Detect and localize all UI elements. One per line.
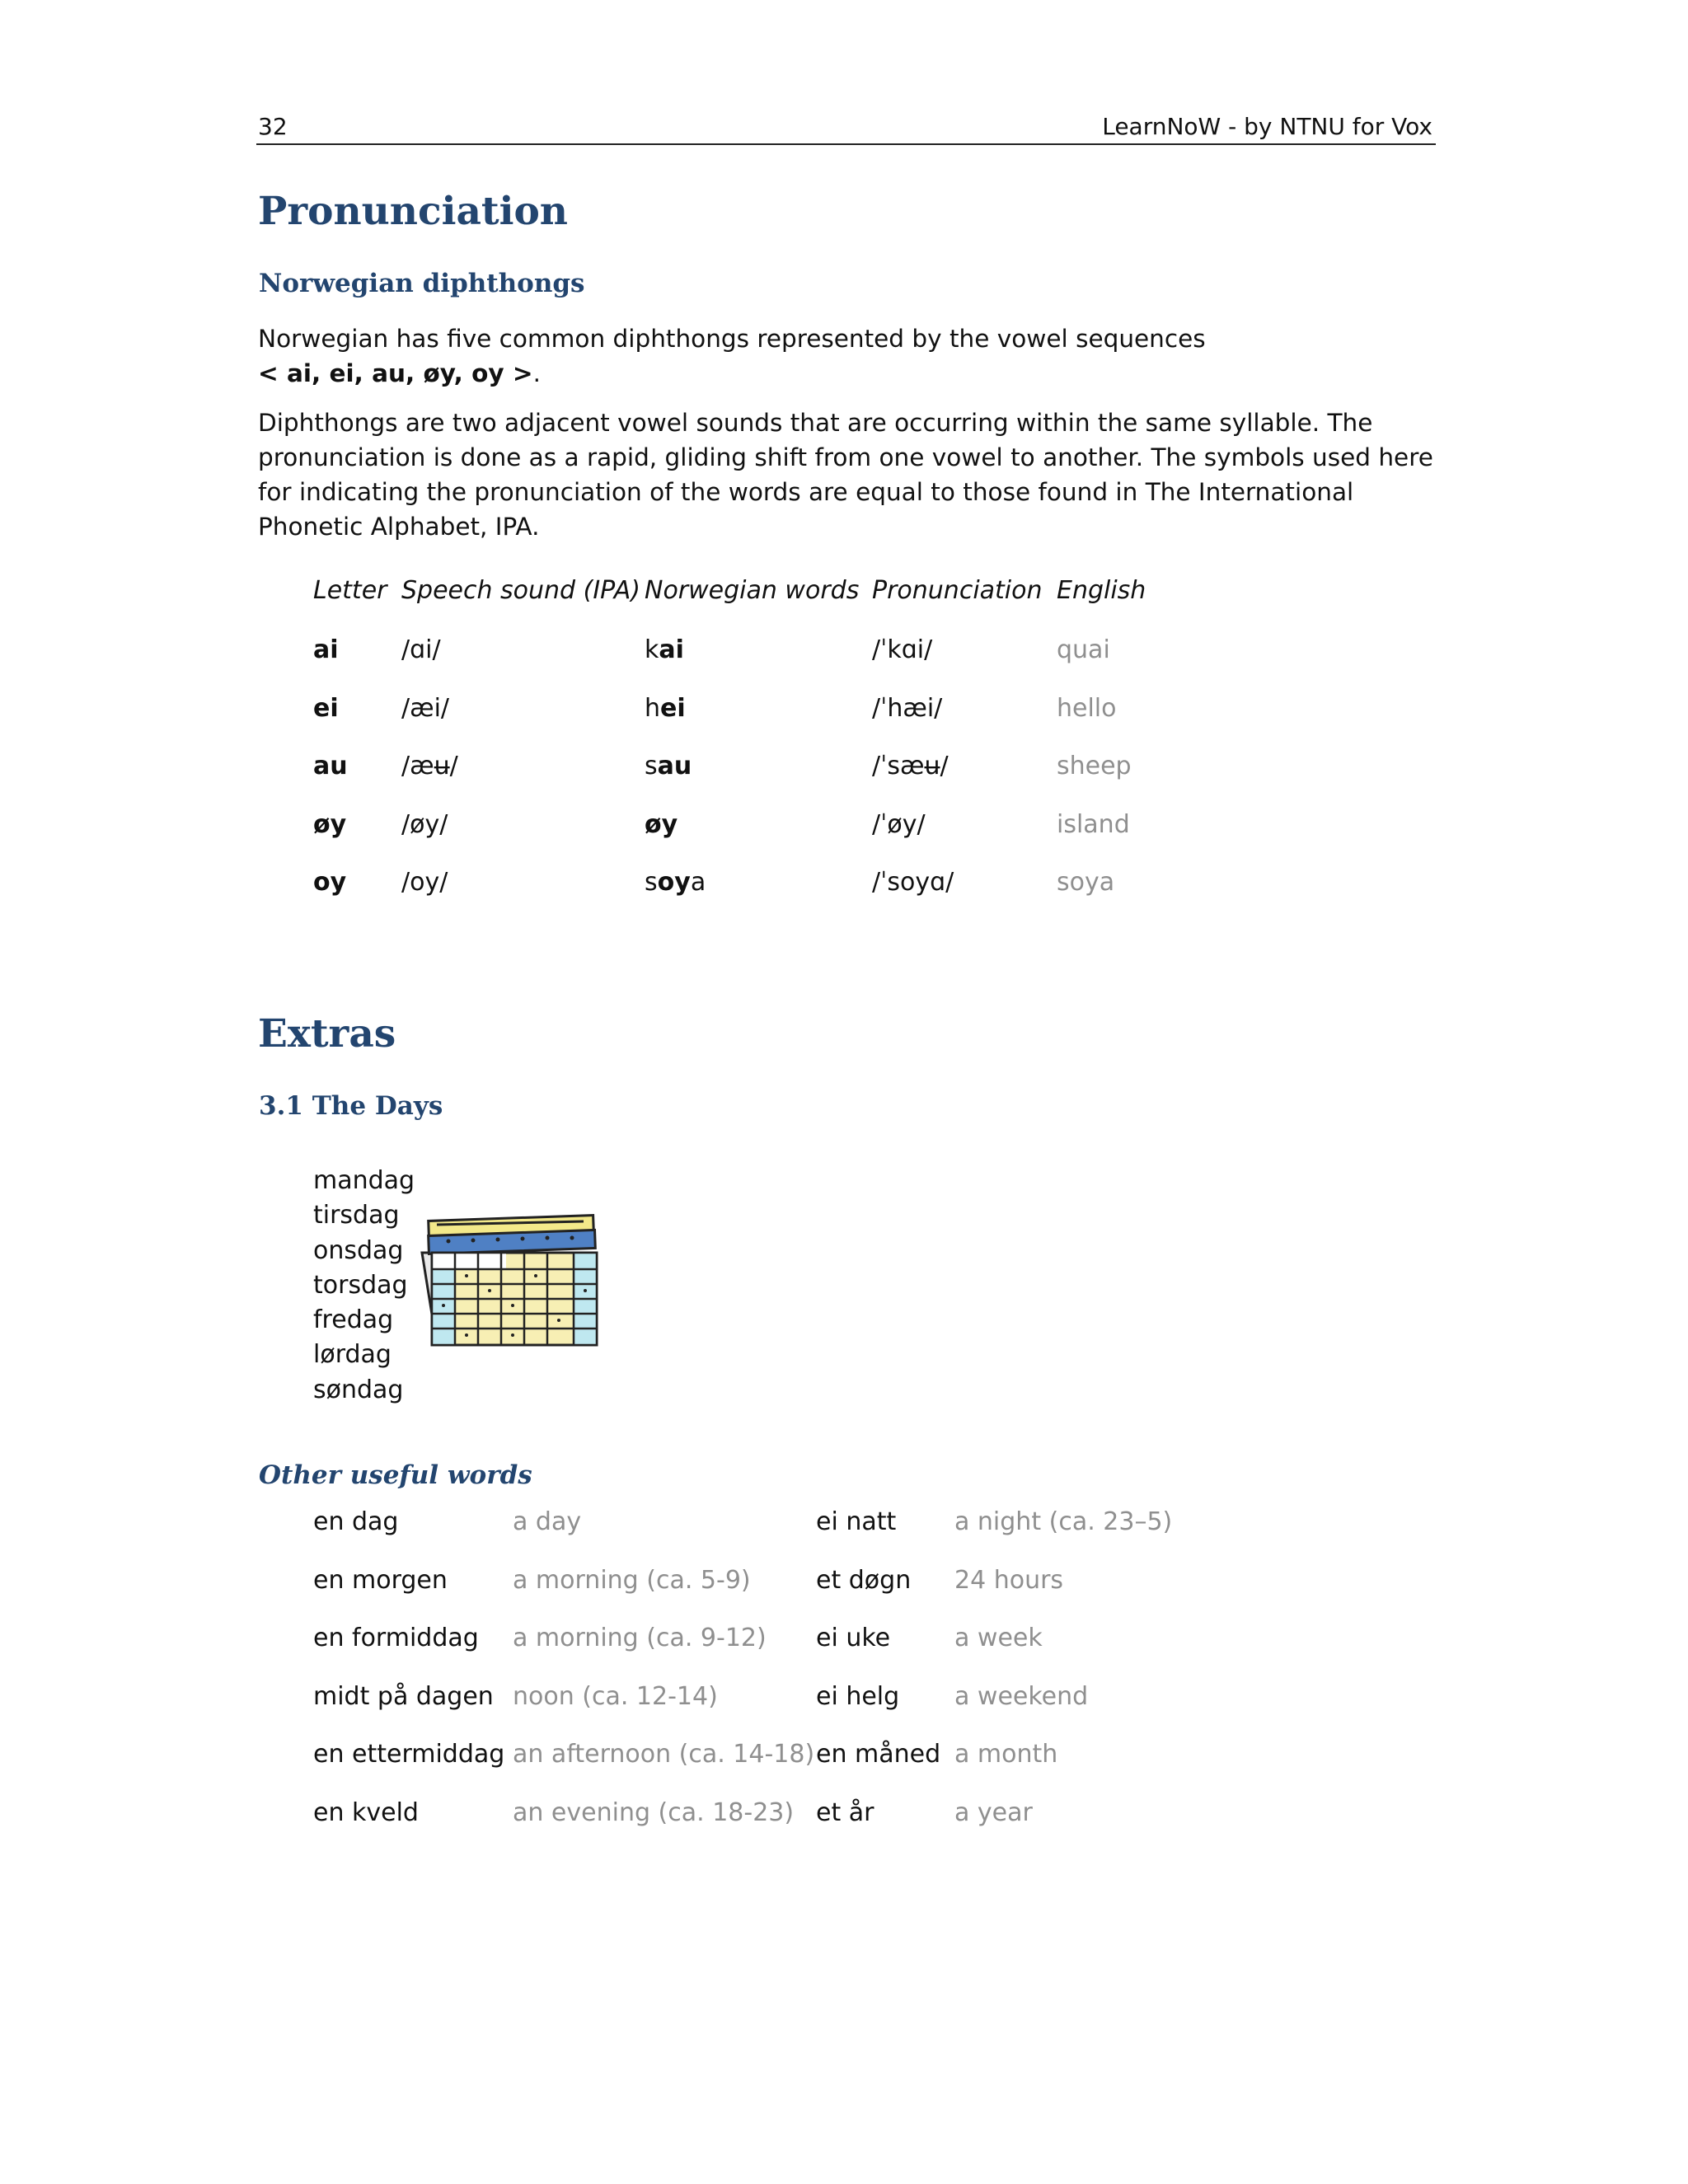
english-gloss: an afternoon (ca. 14-18): [513, 1740, 815, 1769]
letter-cell: ei: [313, 693, 339, 723]
norwegian-word-cell: [645, 691, 686, 726]
word-bold: ai: [659, 635, 684, 664]
letter-cell: ai: [313, 635, 339, 664]
useful-words-subheading: Other useful words: [259, 1460, 532, 1490]
norwegian-term: ei uke: [816, 1624, 891, 1652]
word-bold: oy: [657, 868, 691, 897]
pronunciation-cell: /ˈøy/: [872, 809, 926, 839]
english-gloss: a week: [954, 1624, 1043, 1652]
norwegian-word-cell: [645, 808, 678, 842]
norwegian-word-cell: [645, 749, 692, 784]
intro-line-2-end: .: [532, 359, 542, 387]
english-gloss: a night (ca. 23–5): [954, 1507, 1173, 1536]
norwegian-term: ei helg: [816, 1681, 900, 1711]
letter-cell: au: [313, 752, 348, 780]
intro-paragraph: [258, 321, 1445, 391]
days-subheading: 3.1 The Days: [259, 1091, 443, 1121]
word-pre: k: [645, 635, 659, 664]
norwegian-term: midt på dagen: [313, 1681, 494, 1711]
word-pre: s: [645, 868, 658, 897]
letter-cell: øy: [313, 809, 347, 839]
day-item: søndag: [313, 1375, 404, 1404]
norwegian-term: en ettermiddag: [313, 1740, 505, 1769]
ipa-cell: /oy/: [401, 868, 448, 897]
col-header-pronunciation: Pronunciation: [872, 576, 1043, 605]
day-item: tirsdag: [313, 1201, 400, 1230]
norwegian-word-cell: [645, 633, 684, 668]
pronunciation-cell: /ˈsoyɑ/: [872, 868, 954, 897]
english-gloss: a day: [513, 1507, 582, 1536]
english-gloss: noon (ca. 12-14): [513, 1681, 718, 1711]
diphthong-definition-paragraph: Diphthongs are two adjacent vowel sounds that are occurring within the same syllable. The pronunciation is done as a rapid, gliding shift from one vowel to another. The symbols used here for indicating the pronunciation of the words are equal to those found in The International Phonetic Alphabet, IPA.: [258, 409, 1433, 541]
norwegian-term: en kveld: [313, 1797, 419, 1827]
english-gloss: 24 hours: [954, 1565, 1064, 1595]
col-header-letter: Letter: [313, 576, 387, 605]
letter-cell: oy: [313, 868, 347, 897]
day-item: fredag: [313, 1305, 394, 1335]
english-gloss: a morning (ca. 5-9): [513, 1565, 751, 1595]
english-gloss: a year: [954, 1797, 1033, 1827]
extras-heading: Extras: [258, 1011, 396, 1057]
intro-line-1: Norwegian has five common diphthongs represented by the vowel sequences: [258, 325, 1206, 353]
english-cell: quai: [1057, 635, 1110, 664]
english-cell: sheep: [1057, 752, 1132, 780]
word-bold: au: [657, 752, 692, 780]
diphthongs-subheading: Norwegian diphthongs: [259, 269, 585, 298]
word-pre: h: [645, 693, 661, 723]
english-gloss: an evening (ca. 18-23): [513, 1797, 795, 1827]
norwegian-term: en måned: [816, 1740, 941, 1769]
pronunciation-heading: Pronunciation: [258, 189, 568, 234]
col-header-english: English: [1057, 576, 1146, 605]
word-bold: øy: [645, 809, 678, 839]
english-cell: hello: [1057, 693, 1117, 723]
pronunciation-cell: /ˈhæi/: [872, 693, 943, 723]
norwegian-term: ei natt: [816, 1507, 897, 1536]
word-pre: s: [645, 752, 658, 780]
pronunciation-cell: /ˈsæʉ/: [872, 752, 949, 780]
days-list: [313, 1164, 415, 1408]
day-item: torsdag: [313, 1270, 408, 1300]
ipa-cell: /ɑi/: [401, 635, 441, 664]
intro-line-2: [258, 356, 1445, 391]
running-header: [256, 110, 1436, 145]
word-bold: ei: [660, 693, 686, 723]
ipa-cell: /æi/: [401, 693, 450, 723]
day-item: mandag: [313, 1166, 415, 1195]
vowel-sequences: < ai, ei, au, øy, oy >: [258, 359, 533, 387]
english-gloss: a weekend: [954, 1681, 1089, 1711]
day-item: onsdag: [313, 1235, 404, 1265]
calendar-icon: [419, 1213, 603, 1353]
ipa-cell: /æʉ/: [401, 752, 458, 780]
norwegian-term: en formiddag: [313, 1624, 479, 1652]
english-gloss: a month: [954, 1740, 1058, 1769]
norwegian-term: et døgn: [816, 1565, 912, 1595]
running-title: LearnNoW - by NTNU for Vox: [1102, 113, 1432, 140]
ipa-cell: /øy/: [401, 809, 448, 839]
english-cell: island: [1057, 809, 1130, 839]
col-header-speech-sound: Speech sound (IPA): [401, 576, 641, 605]
norwegian-term: en morgen: [313, 1565, 448, 1595]
col-header-norwegian-words: Norwegian words: [645, 576, 860, 605]
page-number: 32: [258, 113, 288, 140]
english-cell: soya: [1057, 868, 1115, 897]
norwegian-term: en dag: [313, 1507, 399, 1536]
word-post: a: [690, 868, 706, 897]
norwegian-word-cell: [645, 865, 706, 900]
norwegian-term: et år: [816, 1797, 874, 1827]
english-gloss: a morning (ca. 9-12): [513, 1624, 767, 1652]
pronunciation-cell: /ˈkɑi/: [872, 635, 933, 664]
day-item: lørdag: [313, 1340, 392, 1370]
